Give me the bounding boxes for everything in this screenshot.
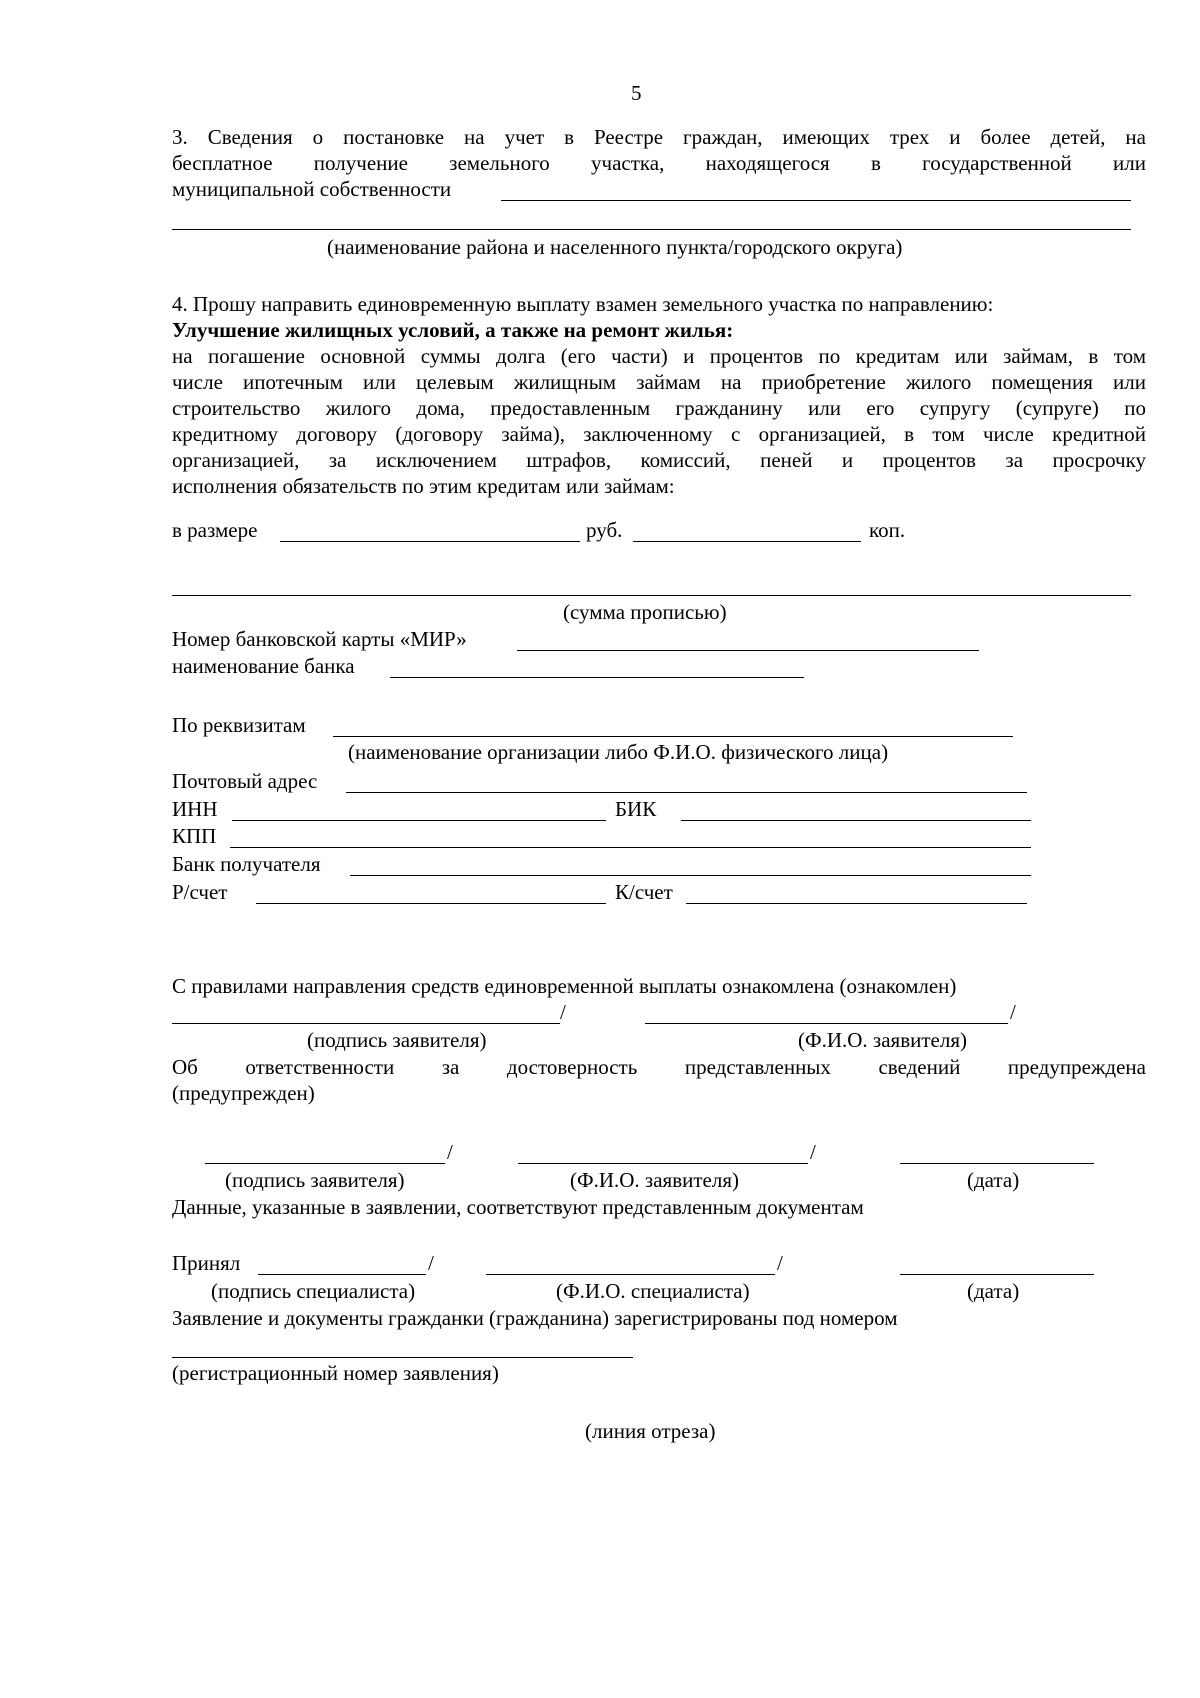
fio-caption: (Ф.И.О. заявителя) [570, 1168, 739, 1192]
rs-label: Р/счет [172, 880, 228, 904]
recipient-bank-field[interactable] [350, 875, 1031, 876]
page-number: 5 [631, 81, 642, 105]
cut-line-caption: (линия отреза) [585, 1419, 716, 1443]
responsibility-paragraph [172, 1054, 1146, 1080]
postal-address-label: Почтовый адрес [172, 769, 318, 793]
section-4-line-6: исполнения обязательств по этим кредитам или займам: [172, 474, 675, 498]
inn-field[interactable] [232, 820, 606, 821]
section-3-line-2: бесплатное получение земельного участка, находящегося в государственной или [172, 151, 1146, 175]
card-number-field[interactable] [517, 650, 979, 651]
specialist-date-field[interactable] [900, 1274, 1094, 1275]
slash: / [428, 1251, 434, 1275]
section-3-line-1: 3. Сведения о постановке на учет в Реестре граждан, имеющих трех и более детей, на [172, 125, 1146, 149]
specialist-fio-field[interactable] [486, 1274, 775, 1275]
amount-in-words-field[interactable] [172, 595, 1131, 596]
date-caption: (дата) [967, 1168, 1020, 1192]
inn-label: ИНН [172, 797, 218, 821]
specialist-fio-caption: (Ф.И.О. специалиста) [556, 1279, 750, 1303]
slash: / [447, 1140, 453, 1164]
signature-caption: (подпись заявителя) [225, 1168, 405, 1192]
card-number-label: Номер банковской карты «МИР» [172, 627, 467, 651]
section-4-line-2: числе ипотечным или целевым жилищным займам на приобретение жилого помещения или [172, 370, 1146, 394]
rules-fio-field[interactable] [645, 1023, 1008, 1024]
amount-kop-field[interactable] [633, 541, 861, 542]
signature-caption: (подпись заявителя) [307, 1028, 487, 1052]
specialist-signature-caption: (подпись специалиста) [211, 1279, 416, 1303]
date-caption: (дата) [967, 1279, 1020, 1303]
slash: / [1010, 1000, 1016, 1024]
amount-label: в размере [172, 518, 258, 542]
section-4-line-5: организацией, за исключением штрафов, комиссий, пеней и процентов за просрочку [172, 448, 1146, 472]
specialist-signature-field[interactable] [258, 1274, 426, 1275]
bik-field[interactable] [681, 820, 1031, 821]
section-4-line-3: строительство жилого дома, предоставленным гражданину или его супругу (супруге) по [172, 396, 1146, 420]
rules-signature-field[interactable] [172, 1023, 560, 1024]
org-name-caption: (наименование организации либо Ф.И.О. физического лица) [348, 740, 889, 764]
registration-number-field[interactable] [172, 1357, 633, 1358]
slash: / [560, 1000, 566, 1024]
section-4-paragraph [172, 343, 1146, 499]
kop-label: коп. [869, 518, 906, 542]
municipality-caption: (наименование района и населенного пункта/городского округа) [327, 235, 903, 259]
direction-heading: Улучшение жилищных условий, а также на ремонт жилья: [172, 318, 734, 342]
section-4-heading: 4. Прошу направить единовременную выплату взамен земельного участка по направлению: [172, 292, 994, 316]
by-requisites-label: По реквизитам [172, 713, 306, 737]
postal-address-field[interactable] [346, 792, 1027, 793]
kpp-field[interactable] [230, 847, 1031, 848]
responsibility-signature-field[interactable] [205, 1163, 445, 1164]
amount-in-words-caption: (сумма прописью) [563, 600, 727, 624]
responsibility-line-2: (предупрежден) [172, 1081, 315, 1105]
kpp-label: КПП [172, 824, 217, 848]
responsibility-line-1: Об ответственности за достоверность представленных сведений предупреждена [172, 1055, 1146, 1079]
section-3-paragraph [172, 124, 1146, 176]
fio-caption: (Ф.И.О. заявителя) [798, 1028, 967, 1052]
bank-name-label: наименование банка [172, 654, 355, 678]
slash: / [777, 1251, 783, 1275]
responsibility-fio-field[interactable] [518, 1163, 808, 1164]
section-4-line-4: кредитному договору (договору займа), заключенному с организацией, в том числе кредитной [172, 422, 1146, 446]
section-4-line-1: на погашение основной суммы долга (его части) и процентов по кредитам или займам, в том [172, 344, 1146, 368]
bank-name-field[interactable] [390, 677, 804, 678]
municipality-field-2[interactable] [172, 229, 1131, 230]
responsibility-date-field[interactable] [900, 1163, 1094, 1164]
slash: / [810, 1140, 816, 1164]
ks-label: К/счет [615, 880, 673, 904]
municipality-field[interactable] [501, 200, 1131, 201]
registration-number-caption: (регистрационный номер заявления) [172, 1361, 499, 1385]
section-3-line-3: муниципальной собственности [172, 177, 452, 201]
ks-field[interactable] [686, 903, 1027, 904]
amount-rub-field[interactable] [280, 541, 580, 542]
data-matches-text: Данные, указанные в заявлении, соответствуют представленным документам [172, 1195, 864, 1219]
recipient-bank-label: Банк получателя [172, 852, 321, 876]
registered-text: Заявление и документы гражданки (гражданина) зарегистрированы под номером [172, 1306, 898, 1330]
rules-acknowledgment-text: С правилами направления средств единовременной выплаты ознакомлена (ознакомлен) [172, 974, 957, 998]
rub-label: руб. [586, 518, 623, 542]
accepted-label: Принял [172, 1251, 241, 1275]
rs-field[interactable] [256, 903, 606, 904]
bik-label: БИК [615, 797, 657, 821]
org-name-field[interactable] [333, 736, 1013, 737]
